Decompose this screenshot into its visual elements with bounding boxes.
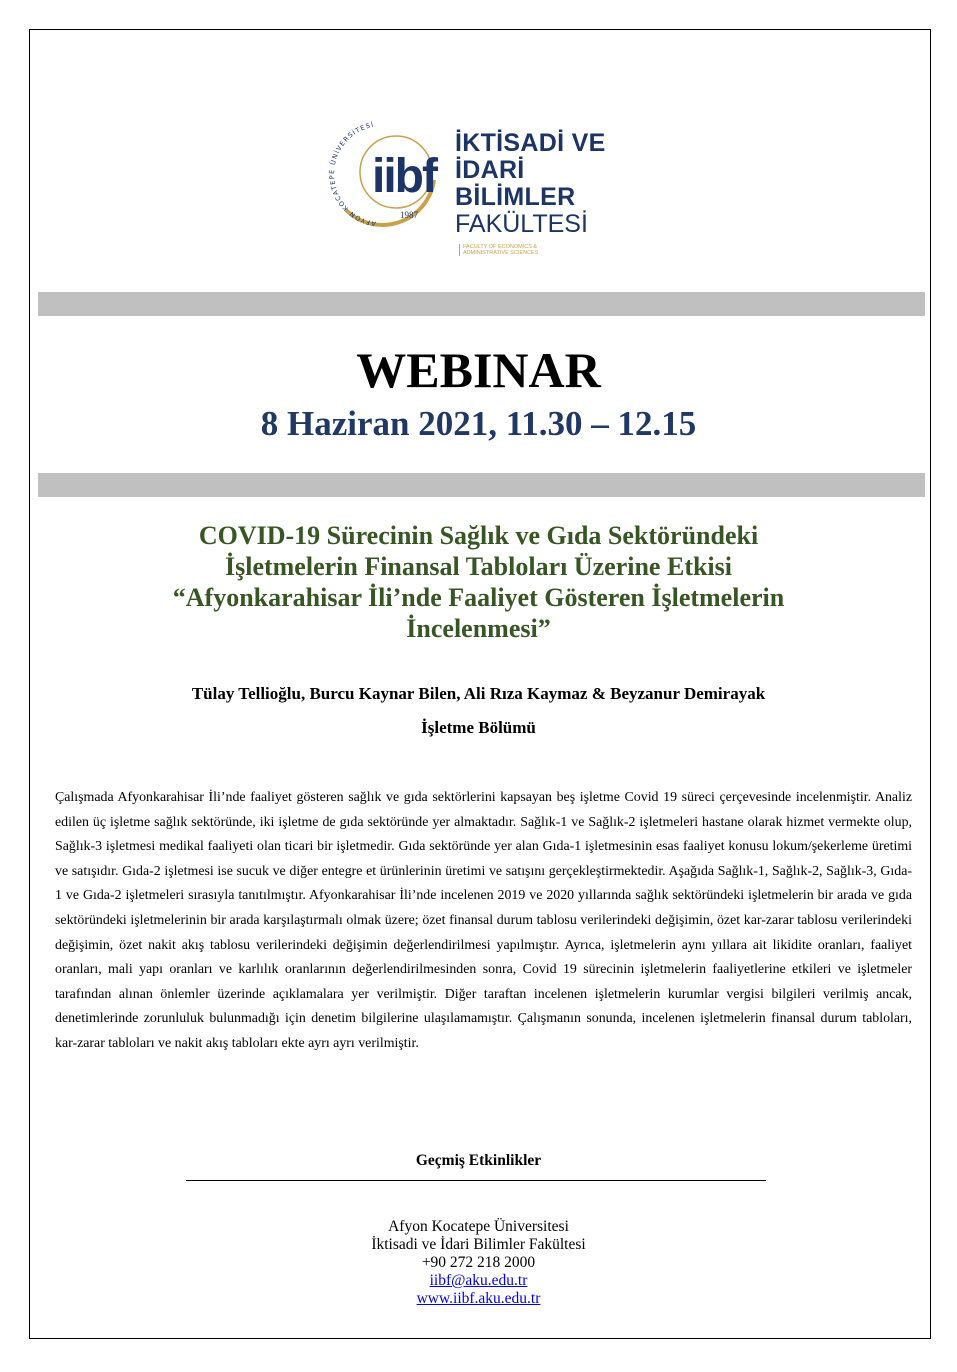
footer-university: Afyon Kocatepe Üniversitesi xyxy=(388,1218,569,1235)
footer-faculty: İktisadi ve İdari Bilimler Fakültesi xyxy=(371,1236,586,1253)
logo-english: FACULTY OF ECONOMICS & ADMINISTRATIVE SCIENCES xyxy=(459,244,548,256)
footer-email-link[interactable]: iibf@aku.edu.tr xyxy=(429,1272,528,1289)
past-events-heading[interactable]: Geçmiş Etkinlikler xyxy=(415,1152,542,1169)
logo-line-3: FAKÜLTESİ xyxy=(455,210,588,238)
logo-year: 1987 xyxy=(400,210,418,220)
title-line: “Afyonkarahisar İli’nde Faaliyet Gösteren İşletmelerin xyxy=(172,583,785,612)
event-date: 8 Haziran 2021, 11.30 – 12.15 xyxy=(260,404,697,443)
gray-band-bottom xyxy=(38,473,925,497)
logo-mark: iibf xyxy=(372,150,436,203)
title-line: COVID-19 Sürecinin Sağlık ve Gıda Sektöründeki xyxy=(198,521,759,550)
title-line: İncelenmesi” xyxy=(406,614,551,643)
title-line: İşletmelerin Finansal Tabloları Üzerine Etkisi xyxy=(224,552,732,581)
department: İşletme Bölümü xyxy=(421,718,536,737)
gray-band-top xyxy=(38,292,925,316)
logo-ring-text: AFYON KOCATEPE ÜNİVERSİTESİ xyxy=(327,120,377,228)
footer-website-link[interactable]: www.iibf.aku.edu.tr xyxy=(416,1290,541,1307)
svg-text:AFYON KOCATEPE ÜNİVERSİTESİ xyxy=(328,120,376,228)
footer-phone: +90 272 218 2000 xyxy=(421,1254,536,1271)
abstract-paragraph: Çalışmada Afyonkarahisar İli’nde faaliyet gösteren sağlık ve gıda sektörlerini kapsayan beş işletme Covid 19 süreci çerçevesinde incelenmiştir. Analiz edilen üç işletme sağlık sektöründe, iki işletme de gıda sektöründe yer almaktadır. Sağlık-1 ve Sağlık-2 işletmeleri hastane olarak hizmet vermekte olup, Sağlık-3 işletmesi medikal faaliyeti olan ticari bir işletmedir. Gıda sektöründe yer alan Gıda-1 işletmesinin esas faaliyet konusu lokum/şekerleme üretimi ve satışıdır. Gıda-2 işletmesi ise sucuk ve diğer entegre et ürünlerinin üretimi ve satışını gerçekleştirmektedir. Aşağıda Sağlık-1, Sağlık-2, Sağlık-3, Gıda-1 ve Gıda-2 işletmeleri sırasıyla tanıtılmıştır. Afyonkarahisar İli’nde incelenen 2019 ve 2020 yıllarında sağlık sektöründeki işletmelerin bir arada ve gıda sektöründeki işletmelerinin bir arada karşılaştırmalı olmak üzere; özet finansal durum tablosu verilerindeki değişimin, özet kar-zarar tablosu verilerindeki değişimin, özet nakit akış tablosu verilerindeki değişimin değerlendirilmesi yapılmıştır. Ayrıca, işletmelerin aynı yıllara ait likidite oranları, faaliyet oranları, mali yapı oranları ve karlılık oranlarının değerlendirilmesinden sonra, Covid 19 sürecinin işletmelerin faaliyetlerine etkileri ve işletmeler tarafından alınan önlemler üzerinde açıklamalara yer verilmiştir. Diğer taraftan incelenen işletmelerin kurumlar vergisi bilgileri verilmiş ancak, denetimlerinde zorunluluk bulunmadığı için denetim bilgilerine ulaşılamamıştır. Çalışmanın sonunda, incelenen işletmelerin finansal durum tabloları, kar-zarar tabloları ve nakit akış tabloları ekte ayrı ayrı verilmiştir. xyxy=(55,790,912,1051)
faculty-emblem-icon xyxy=(312,110,452,240)
talk-title xyxy=(90,520,867,644)
divider xyxy=(186,1180,766,1181)
faculty-logo xyxy=(312,110,652,256)
event-type-heading: WEBINAR xyxy=(356,342,601,398)
footer-contact xyxy=(0,1218,957,1308)
logo-line-1: İKTİSADİ VE xyxy=(455,129,606,157)
authors: Tülay Tellioğlu, Burcu Kaynar Bilen, Ali Rıza Kaymaz & Beyzanur Demirayak xyxy=(191,684,766,703)
logo-line-2: İDARİ BİLİMLER xyxy=(455,156,576,211)
